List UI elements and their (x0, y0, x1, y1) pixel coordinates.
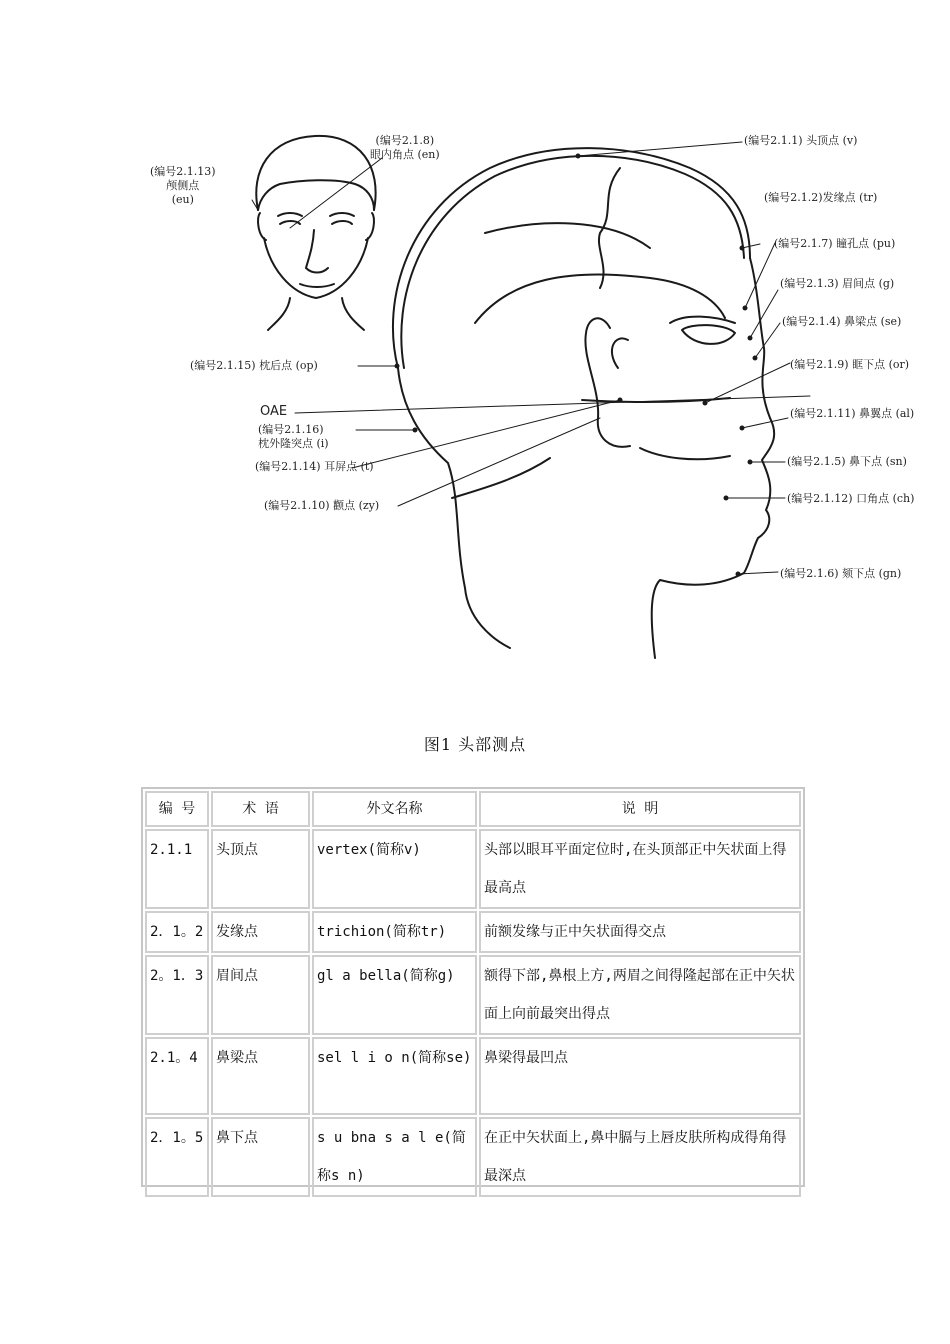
cell-term: 鼻梁点 (211, 1037, 310, 1115)
label-or: (编号2.1.9) 眶下点 (or) (790, 358, 910, 371)
cell-description: 额得下部,鼻根上方,两眉之间得隆起部在正中矢状面上向前最突出得点 (479, 955, 801, 1035)
label-oae: OAE (260, 404, 288, 419)
table-row (145, 1117, 801, 1197)
label-t: (编号2.1.14) 耳屏点 (t) (255, 460, 374, 473)
head-measurement-figure (130, 118, 950, 688)
table-row (145, 955, 801, 1035)
label-op: (编号2.1.15) 枕后点 (op) (190, 359, 318, 372)
cell-term: 头顶点 (211, 829, 310, 909)
label-g: (编号2.1.3) 眉间点 (g) (780, 277, 895, 290)
front-face-sketch (256, 136, 375, 330)
cell-number: 2。1．3 (145, 955, 209, 1035)
cell-number: 2.1。4 (145, 1037, 209, 1115)
cell-number: 2．1。2 (145, 911, 209, 953)
label-en-line-2: 眼内角点 (en) (370, 148, 440, 161)
cell-description: 鼻梁得最凹点 (479, 1037, 801, 1115)
cell-foreign-name: gl a bella(简称g) (312, 955, 477, 1035)
cell-description: 前额发缘与正中矢状面得交点 (479, 911, 801, 953)
cell-number: 2．1。5 (145, 1117, 209, 1197)
cell-foreign-name: s u bna s a l e(简称s n) (312, 1117, 477, 1197)
label-i-line-2: 枕外隆突点 (i) (258, 437, 329, 450)
label-en-line-1: (编号2.1.8) (375, 134, 435, 147)
table-row (145, 1037, 801, 1115)
label-i-line-1: (编号2.1.16) (258, 423, 324, 436)
label-cu-line-3: (eu) (171, 193, 194, 206)
cell-description: 头部以眼耳平面定位时,在头顶部正中矢状面上得最高点 (479, 829, 801, 909)
label-al: (编号2.1.11) 鼻翼点 (al) (790, 407, 915, 420)
cell-foreign-name: trichion(简称tr) (312, 911, 477, 953)
cell-foreign-name: vertex(简称v) (312, 829, 477, 909)
landmark-table (141, 787, 805, 1187)
label-tr: (编号2.1.2)发缘点 (tr) (764, 191, 878, 204)
header-number: 编 号 (145, 791, 209, 827)
cell-foreign-name: sel l i o n(简称se) (312, 1037, 477, 1115)
figure-caption: 图1 头部测点 (423, 735, 527, 754)
table-row (145, 829, 801, 909)
cell-term: 眉间点 (211, 955, 310, 1035)
label-ch: (编号2.1.12) 口角点 (ch) (787, 492, 915, 505)
cell-description: 在正中矢状面上,鼻中膈与上唇皮肤所构成得角得最深点 (479, 1117, 801, 1197)
cell-term: 发缘点 (211, 911, 310, 953)
header-foreign-name: 外文名称 (312, 791, 477, 827)
table-row (145, 911, 801, 953)
label-se: (编号2.1.4) 鼻梁点 (se) (782, 315, 902, 328)
label-i (258, 423, 329, 451)
label-cu-line-2: 颅侧点 (166, 179, 200, 192)
label-v: (编号2.1.1) 头顶点 (v) (744, 134, 858, 147)
header-description: 说 明 (479, 791, 801, 827)
cell-number: 2.1.1 (145, 829, 209, 909)
cell-term: 鼻下点 (211, 1117, 310, 1197)
label-en (370, 134, 440, 162)
label-gn: (编号2.1.6) 颏下点 (gn) (780, 567, 902, 580)
table-header-row (145, 791, 801, 827)
label-cu-line-1: (编号2.1.13) (150, 165, 216, 178)
landmark-table-grid (143, 789, 803, 1199)
label-sn: (编号2.1.5) 鼻下点 (sn) (787, 455, 907, 468)
header-term: 术 语 (211, 791, 310, 827)
label-cu (150, 165, 216, 207)
label-zy: (编号2.1.10) 颧点 (zy) (264, 499, 380, 512)
label-pu: (编号2.1.7) 瞳孔点 (pu) (774, 237, 896, 250)
